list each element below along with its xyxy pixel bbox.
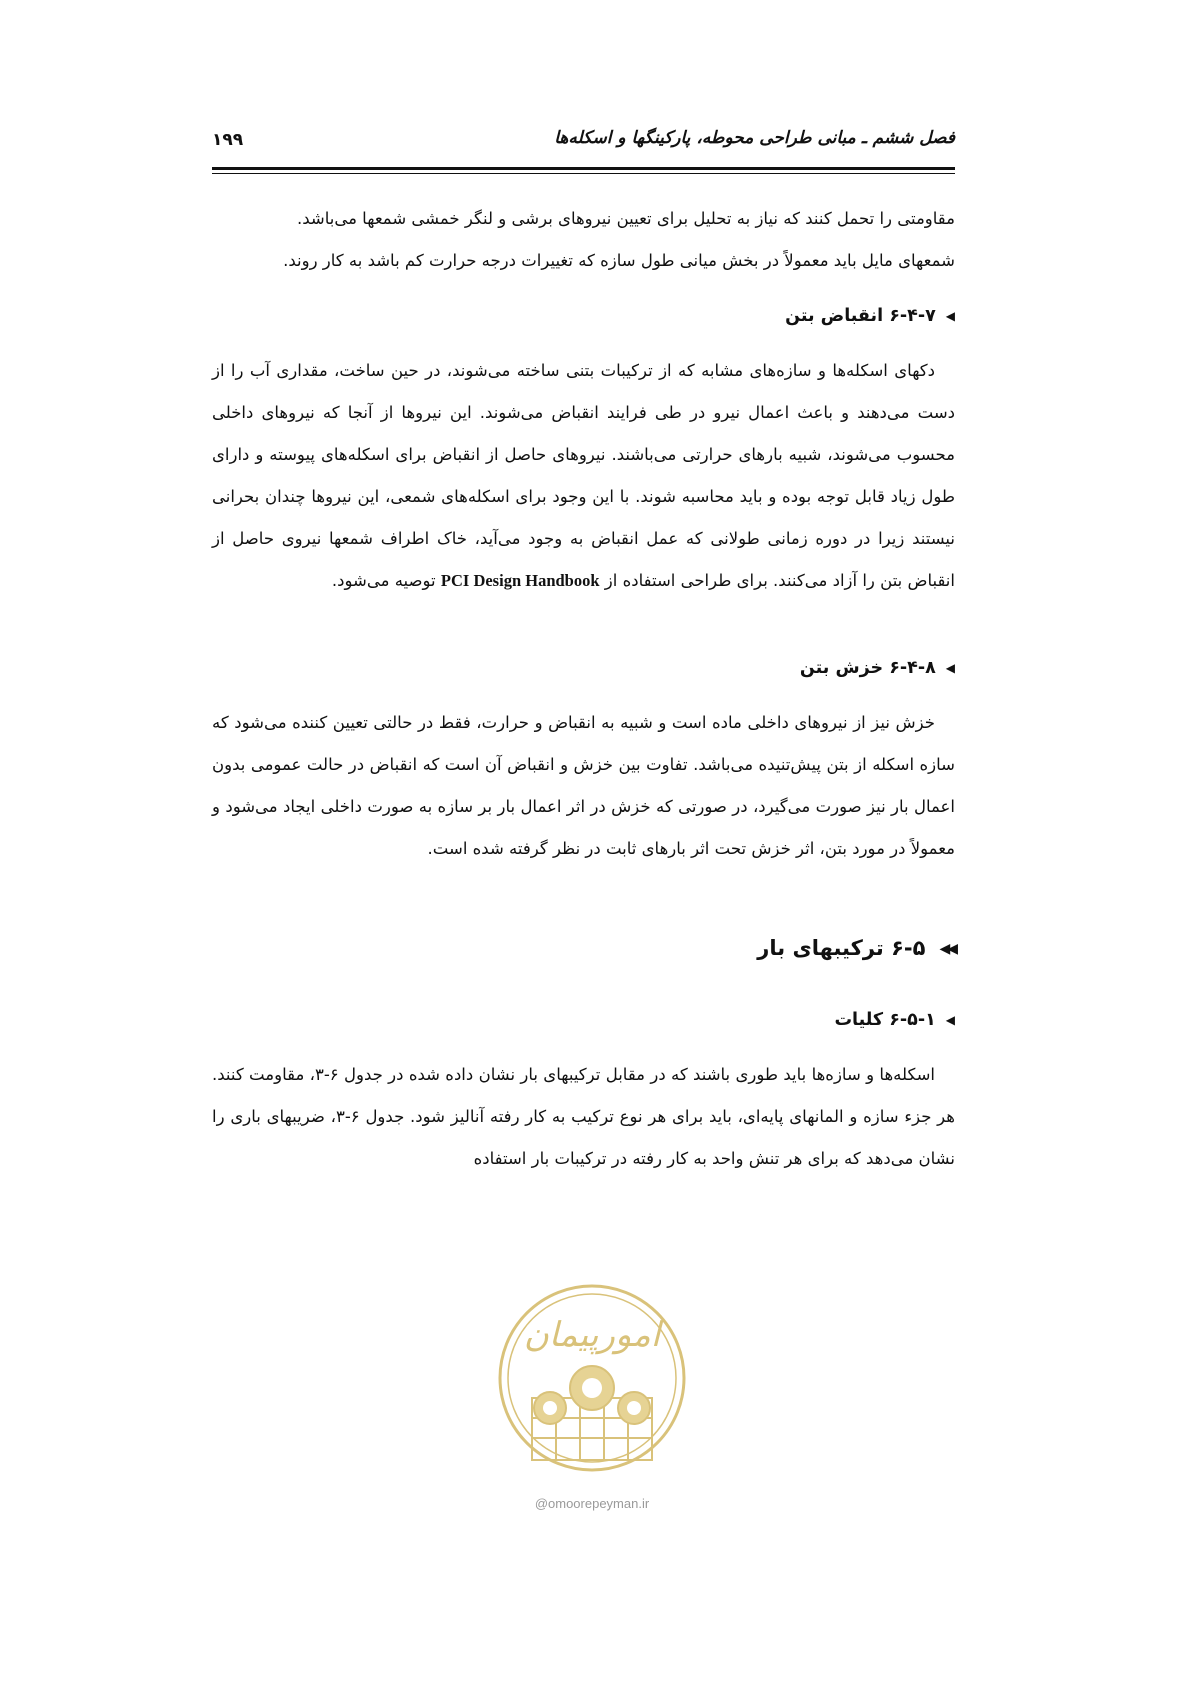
general-text: اسکله‌ها و سازه‌ها باید طوری باشند که در مقابل ترکیبهای بار نشان داده شده در جدول ۶-۳، مقاومت کنند. هر جزء سازه و المانهای پایه‌ای، باید برای هر نوع ترکیب به کار رفته آنالیز شود. جدول ۶-۳، ضریبهای باری را نشان می‌دهد که برای هر تنش واحد به کار رفته در ترکیبات بار استفاده [212,1065,955,1168]
section-heading-text: ۶-۴-۸ خزش بتن [799,658,936,678]
creep-paragraph [212,702,955,870]
watermark-seal-icon [492,1268,692,1493]
section-heading-6-4-7 [212,306,955,326]
intro-line-1: مقاومتی را تحمل کنند که نیاز به تحلیل برای تعیین نیروهای برشی و لنگر خمشی شمعها می‌باشد. [297,209,955,228]
double-triangle-icon: ◀◀ [939,941,955,957]
page-number: ۱۹۹ [212,130,244,150]
watermark-logo [492,1268,692,1516]
section-heading-6-5-1 [212,1010,955,1030]
chapter-title: فصل ششم ـ مبانی طراحی محوطه، پارکینگها و اسکله‌ها [554,128,955,148]
bullet-triangle-icon: ◀ [945,309,955,323]
creep-text: خزش نیز از نیروهای داخلی ماده است و شبیه به انقباض و حرارت، فقط در حالتی تعیین کننده می‌شود که سازه اسکله از بتن پیش‌تنیده می‌باشد. تفاوت بین خزش و انقباض آن است که انقباض در حالت عمومی بدون اعمال بار نیز صورت می‌گیرد، در صورتی که خزش در اثر اعمال بار بر سازه به صورت داخلی ایجاد می‌شود و معمولاً در مورد بتن، اثر خزش تحت اثر بارهای ثابت در نظر گرفته شده است. [212,713,955,858]
shrinkage-paragraph [212,350,955,602]
bullet-triangle-icon: ◀ [945,661,955,675]
intro-line-2: شمعهای مایل باید معمولاً در بخش میانی طول سازه که تغییرات درجه حرارت کم باشد به کار روند. [283,251,955,270]
shrinkage-text: دکهای اسکله‌ها و سازه‌های مشابه که از ترکیبات بتنی ساخته می‌شوند، در حین ساخت، مقداری آب را از دست می‌دهند و باعث اعمال نیرو در طی فرایند انقباض می‌شوند. این نیروها از آنجا که نیروهای داخلی محسوب می‌شوند، شبیه بارهای حرارتی می‌باشند. نیروهای حاصل از انقباض برای اسکله‌های پیوسته و دارای طول زیاد قابل توجه بوده و باید محاسبه شوند. با این وجود برای اسکله‌های شمعی، این نیروها چندان بحرانی نیستند زیرا در دوره زمانی طولانی که عمل انقباض به وجود می‌آید، خاک اطراف شمعها نیروی حاصل از انقباض بتن را آزاد می‌کنند. برای طراحی استفاده از [212,361,955,590]
header-rule-thick [212,167,955,170]
shrinkage-text-end: توصیه می‌شود. [331,571,436,590]
watermark-logo-text: امورپیمان [523,1315,661,1355]
page-header [212,128,955,158]
pci-handbook-reference: PCI Design Handbook [440,571,600,590]
section-heading-6-4-8 [212,658,955,678]
watermark-url: @omoorepeyman.ir [534,1496,650,1511]
section-heading-6-5 [212,936,955,960]
section-heading-text: ۶-۴-۷ انقباض بتن [785,306,936,326]
section-heading-text: ۶-۵ ترکیبهای بار [757,936,926,960]
general-paragraph [212,1054,955,1180]
bullet-triangle-icon: ◀ [945,1013,955,1027]
section-heading-text: ۶-۵-۱ کلیات [834,1010,936,1030]
intro-paragraph [212,198,955,282]
header-rule-thin [212,173,955,174]
